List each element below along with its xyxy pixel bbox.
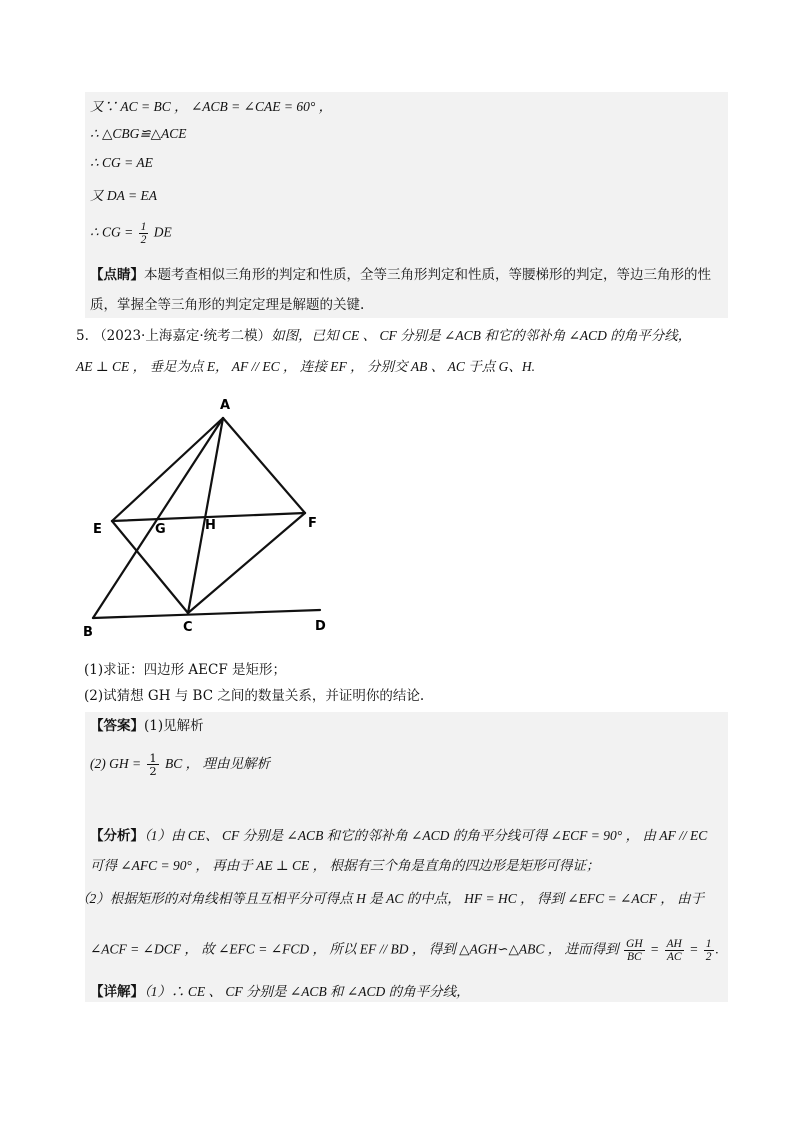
fraction-half: $\frac{1}{2}$ — [149, 751, 157, 778]
problem-number: 5. — [76, 328, 89, 344]
analysis-line-1: 【分析】（1）由 CE、 CF 分别是 ∠ACB 和它的邻补角 ∠ACD 的角平分线可得 ∠ECF = 90° ， 由 AF // EC — [90, 828, 708, 844]
segment-BD — [93, 610, 320, 618]
fraction-half: $\frac{1}{2}$ — [140, 221, 147, 246]
point-label-E: E — [93, 522, 102, 537]
detail-line-1: 【详解】（1）∴ CE 、 CF 分别是 ∠ACB 和 ∠ACD 的角平分线， — [90, 984, 470, 1000]
analysis-label: 【分析】 — [90, 828, 144, 844]
answer-line-2: (2) GH = $\frac{1}{2}$ BC ， 理由见解析 — [90, 751, 271, 778]
comment-line-1: 【点睛】本题考查相似三角形的判定和性质，全等三角形判定和性质，等腰梯形的判定，等边三角形的性 — [90, 267, 711, 283]
answer-label: 【答案】 — [90, 718, 144, 734]
problem-line-2: AE ⊥ CE ， 垂足为点 E， AF // EC ， 连接 EF ， 分别交 AB 、 AC 于点 G、H. — [76, 359, 536, 374]
segment-EC — [112, 521, 188, 613]
question-1: (1)求证：四边形 AECF 是矩形； — [84, 662, 287, 678]
point-label-B: B — [83, 625, 93, 640]
problem-source: （2023·上海嘉定·统考二模） — [93, 328, 272, 344]
proof-line-3: ∴ CG = AE — [90, 155, 153, 170]
point-label-C: C — [183, 620, 193, 635]
segment-AC — [188, 418, 223, 613]
proof-line-1: 又∵ AC = BC ， ∠ACB = ∠CAE = 60° ， — [90, 99, 333, 114]
point-label-A: A — [220, 398, 231, 413]
proof-line-2: ∴ △CBG≌△ACE — [90, 126, 187, 141]
analysis-line-4: ∠ACF = ∠DCF ， 故 ∠EFC = ∠FCD ， 所以 EF // BD ， 得到 △AGH∽△ABC ， 进而得到 $\frac{GH}{BC}$ = $\frac{AH}{AC}$ = $\frac{1}{2}$ . — [90, 938, 719, 963]
point-label-D: D — [315, 619, 326, 634]
comment-label: 【点睛】 — [90, 267, 144, 283]
fraction-gh-bc: $\frac{GH}{BC}$ — [626, 938, 643, 963]
point-label-G: G — [155, 522, 166, 537]
point-label-F: F — [308, 516, 317, 531]
proof-line-4: 又 DA = EA — [90, 188, 157, 203]
fraction-ah-ac: $\frac{AH}{AC}$ — [666, 938, 682, 963]
answer-line-1: 【答案】(1)见解析 — [90, 718, 204, 734]
proof-line-5: ∴ CG = $\frac{1}{2}$ DE — [90, 221, 172, 246]
comment-line-2: 质，掌握全等三角形的判定定理是解题的关键. — [90, 297, 365, 313]
segment-AF — [223, 418, 305, 513]
geometry-figure — [75, 390, 355, 650]
problem-line-1: 5. （2023·上海嘉定·统考二模）如图，已知 CE 、 CF 分别是 ∠ACB 和它的邻补角 ∠ACD 的角平分线， — [76, 328, 692, 344]
analysis-line-2: 可得 ∠AFC = 90° ， 再由于 AE ⊥ CE ， 根据有三个角是直角的四边形是矩形可得证； — [90, 858, 600, 873]
detail-label: 【详解】 — [90, 984, 144, 1000]
fraction-half: $\frac{1}{2}$ — [705, 938, 712, 963]
question-2: (2)试猜想 GH 与 BC 之间的数量关系，并证明你的结论. — [84, 688, 425, 704]
point-label-H: H — [205, 518, 216, 533]
analysis-line-3: （2）根据矩形的对角线相等且互相平分可得点 H 是 AC 的中点， HF = HC ， 得到 ∠EFC = ∠ACF ， 由于 — [76, 891, 705, 906]
